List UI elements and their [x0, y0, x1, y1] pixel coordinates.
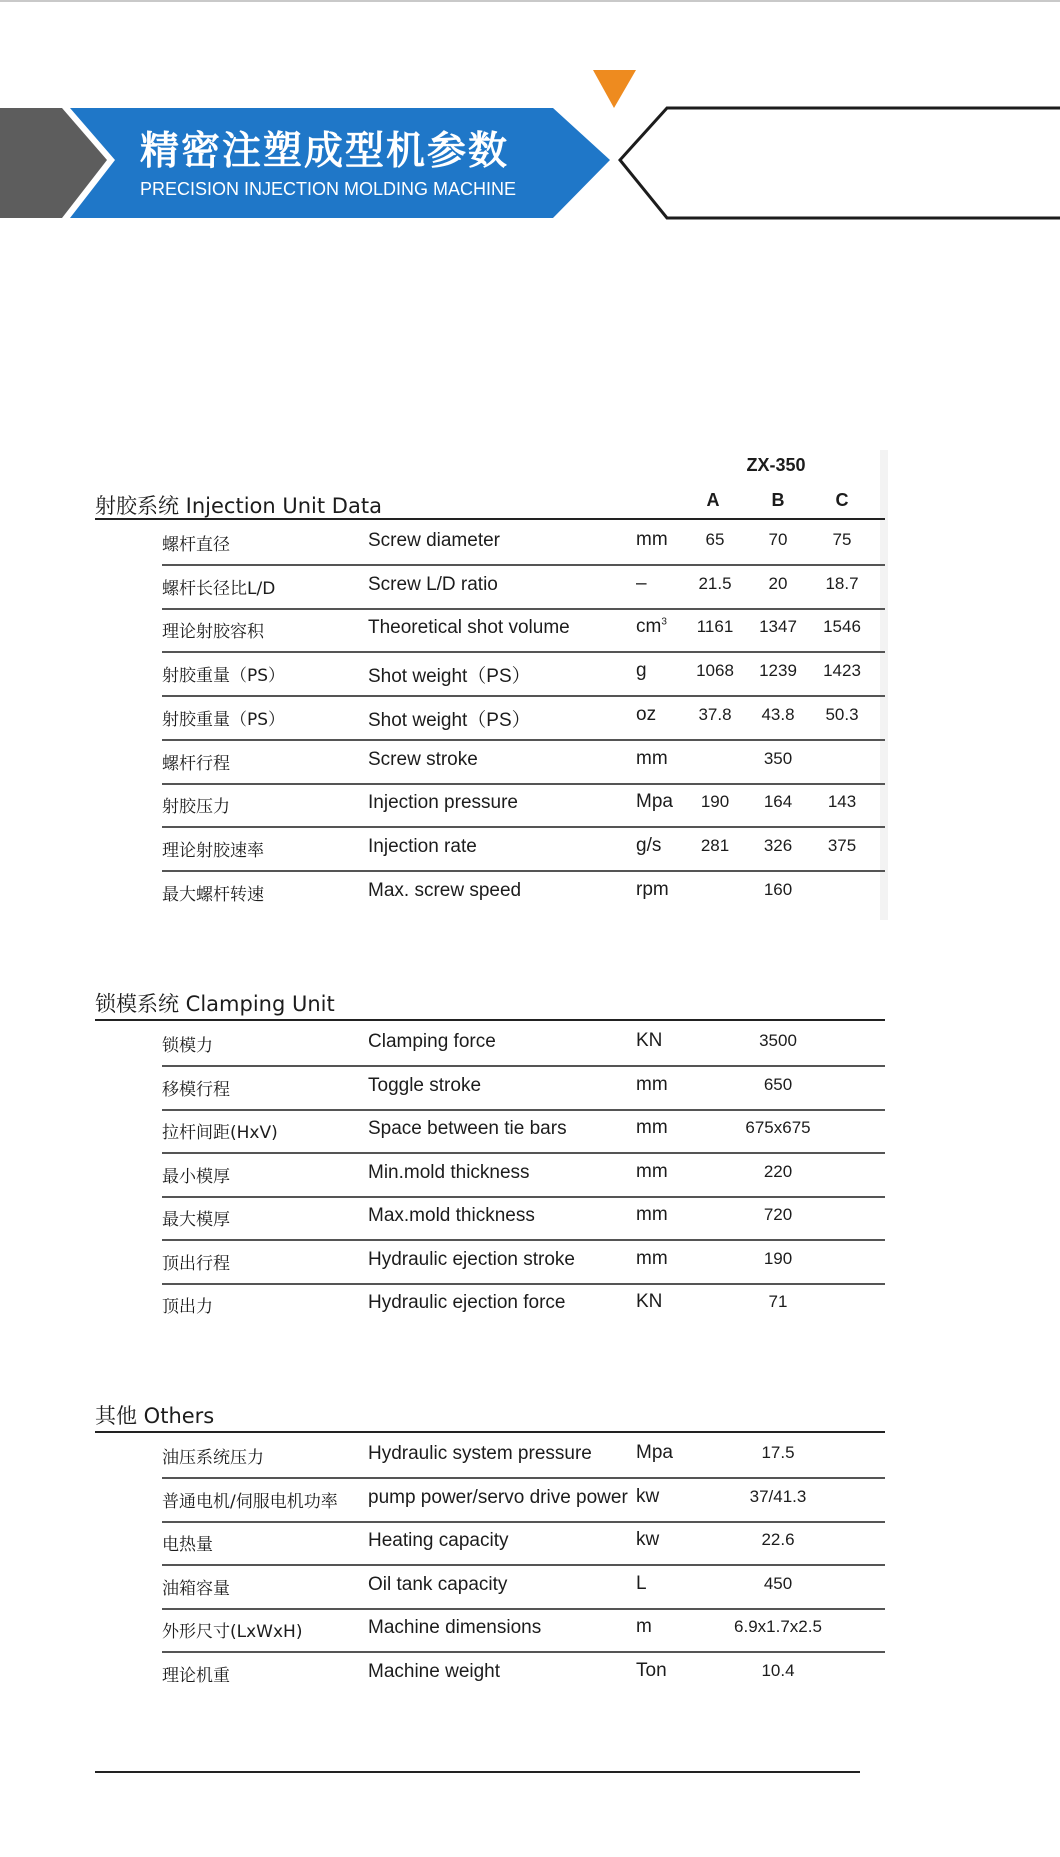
param-unit: – — [636, 572, 647, 594]
value-a: 65 — [705, 530, 725, 549]
table-row — [0, 1479, 1060, 1523]
value-all-models: 190 — [763, 1248, 793, 1268]
table-row — [0, 741, 1060, 785]
param-name-en: Theoretical shot volume — [368, 617, 570, 639]
param-name-zh: 外形尺寸(LxWxH) — [162, 1622, 303, 1642]
table-row — [0, 1653, 1060, 1697]
section-title-others: 其他 Others — [95, 1404, 215, 1428]
param-unit: g — [636, 660, 647, 682]
value-a: 190 — [700, 792, 730, 812]
value-all-models: 17.5 — [761, 1443, 795, 1462]
value-all-models: 3500 — [759, 1031, 797, 1050]
param-name-zh: 顶出行程 — [162, 1253, 230, 1274]
table-row — [0, 1154, 1060, 1198]
param-name-en: Shot weight（PS） — [368, 666, 531, 688]
value-all-models: 650 — [763, 1074, 793, 1094]
value-all-models: 350 — [763, 748, 793, 768]
section-title-clamping: 锁模系统 Clamping Unit — [95, 992, 335, 1016]
param-name-en: Hydraulic ejection stroke — [368, 1248, 575, 1270]
param-name-en: Toggle stroke — [368, 1074, 482, 1096]
table-row — [0, 1609, 1060, 1653]
param-unit: m — [636, 1616, 652, 1637]
column-head-b: B — [771, 490, 785, 510]
table-row — [0, 1435, 1060, 1479]
param-name-en: Hydraulic ejection force — [368, 1292, 566, 1313]
value-all-models: 6.9x1.7x2.5 — [734, 1617, 822, 1636]
param-name-en: Screw diameter — [368, 530, 500, 551]
value-c: 143 — [827, 792, 857, 812]
column-head-a: A — [706, 490, 720, 510]
value-b: 1347 — [759, 617, 797, 637]
table-row — [0, 1023, 1060, 1067]
table-row — [0, 609, 1060, 653]
orange-triangle-marker — [593, 70, 636, 108]
table-row — [0, 1241, 1060, 1285]
param-unit: oz — [636, 703, 657, 725]
section-rule — [95, 518, 885, 520]
param-name-en: Heating capacity — [368, 1530, 509, 1551]
table-row — [0, 566, 1060, 610]
param-unit: mm — [636, 747, 668, 769]
section-rule — [95, 1431, 885, 1433]
param-name-en: Screw stroke — [368, 748, 478, 770]
model-name: ZX-350 — [746, 455, 806, 475]
param-name-en: Machine dimensions — [368, 1617, 542, 1638]
param-name-zh: 螺杆直径 — [162, 535, 230, 555]
table-row — [0, 1067, 1060, 1111]
column-head-c: C — [835, 490, 849, 510]
param-name-zh: 油压系统压力 — [162, 1448, 264, 1468]
table-row — [0, 697, 1060, 741]
param-name-zh: 油箱容量 — [162, 1578, 230, 1599]
param-unit: $cm^3$ — [636, 616, 667, 638]
param-name-en: Screw L/D ratio — [368, 573, 498, 595]
param-name-zh: 螺杆行程 — [162, 753, 230, 774]
value-b: 164 — [763, 792, 793, 812]
param-unit: mm — [636, 1117, 668, 1138]
unit-superscript: 3 — [661, 617, 667, 629]
page-title-zh: 精密注塑成型机参数 — [140, 129, 510, 174]
param-name-zh: 移模行程 — [162, 1079, 230, 1100]
param-name-zh: 射胶压力 — [162, 797, 230, 818]
param-name-en: Shot weight（PS） — [368, 709, 531, 731]
value-all-models: 675x675 — [745, 1118, 811, 1137]
param-unit: kw — [636, 1529, 660, 1550]
value-b: 20 — [768, 573, 788, 593]
param-name-zh: 射胶重量（PS） — [162, 709, 286, 730]
value-all-models: 450 — [763, 1573, 793, 1593]
param-unit: rpm — [636, 878, 669, 900]
param-name-zh: 拉杆间距(HxV) — [162, 1123, 278, 1143]
param-unit: mm — [636, 529, 668, 550]
table-row — [0, 1110, 1060, 1154]
table-row — [0, 1197, 1060, 1241]
param-name-zh: 最大模厚 — [162, 1210, 230, 1230]
param-name-zh: 最大螺杆转速 — [162, 884, 264, 905]
table-row — [0, 872, 1060, 916]
param-name-zh: 电热量 — [162, 1535, 213, 1555]
value-a: 1068 — [696, 661, 734, 681]
param-name-en: Injection pressure — [368, 792, 518, 814]
param-name-zh: 射胶重量（PS） — [162, 666, 286, 687]
param-unit: Mpa — [636, 1442, 673, 1463]
table-row — [0, 653, 1060, 697]
value-c: 375 — [827, 835, 857, 855]
value-c: 75 — [832, 530, 852, 549]
param-name-en: pump power/servo drive power — [368, 1486, 628, 1508]
value-c: 1423 — [823, 661, 861, 681]
section-title-injection: 射胶系统 Injection Unit Data — [95, 494, 382, 518]
param-unit: Mpa — [636, 791, 673, 813]
param-unit: mm — [636, 1073, 668, 1095]
param-name-zh: 普通电机/伺服电机功率 — [162, 1491, 338, 1512]
param-name-en: Machine weight — [368, 1660, 501, 1682]
param-unit: Ton — [636, 1659, 667, 1681]
param-name-en: Max. screw speed — [368, 879, 522, 901]
table-row — [0, 1284, 1060, 1328]
param-unit: mm — [636, 1160, 668, 1182]
value-a: 37.8 — [698, 704, 732, 724]
param-name-zh: 顶出力 — [162, 1297, 213, 1317]
table-row — [0, 522, 1060, 566]
value-all-models: 220 — [763, 1161, 793, 1181]
param-unit: g/s — [636, 834, 662, 856]
value-c: 50.3 — [825, 704, 859, 724]
value-all-models: 720 — [763, 1205, 793, 1224]
table-row — [0, 828, 1060, 872]
param-name-en: Injection rate — [368, 835, 477, 857]
param-unit: mm — [636, 1247, 668, 1269]
value-a: 281 — [700, 835, 730, 855]
value-all-models: 71 — [768, 1292, 788, 1311]
value-c: 18.7 — [825, 573, 859, 593]
param-name-zh: 理论射胶容积 — [162, 622, 264, 643]
param-name-en: Min.mold thickness — [368, 1161, 530, 1183]
param-name-zh: 锁模力 — [162, 1036, 213, 1056]
value-b: 326 — [763, 835, 793, 855]
param-name-en: Hydraulic system pressure — [368, 1443, 592, 1464]
table-row — [0, 784, 1060, 828]
param-name-en: Oil tank capacity — [368, 1573, 508, 1595]
param-name-zh: 螺杆长径比L/D — [162, 578, 276, 599]
value-all-models: 22.6 — [761, 1530, 795, 1549]
param-name-zh: 理论射胶速率 — [162, 840, 264, 861]
param-unit: L — [636, 1572, 647, 1594]
param-name-en: Space between tie bars — [368, 1118, 567, 1139]
value-a: 21.5 — [698, 573, 732, 593]
param-unit: mm — [636, 1204, 668, 1225]
value-b: 1239 — [759, 661, 797, 681]
param-unit: KN — [636, 1030, 663, 1051]
param-name-zh: 理论机重 — [162, 1665, 230, 1686]
param-name-en: Clamping force — [368, 1031, 496, 1052]
param-unit: KN — [636, 1291, 663, 1312]
header-banner — [0, 0, 1060, 230]
param-unit: kw — [636, 1485, 660, 1507]
value-b: 43.8 — [761, 704, 795, 724]
page-title-en: PRECISION INJECTION MOLDING MACHINE — [140, 179, 517, 199]
footer-rule — [95, 1771, 860, 1773]
value-all-models: 10.4 — [761, 1660, 795, 1680]
value-all-models: 37/41.3 — [749, 1486, 807, 1506]
param-name-en: Max.mold thickness — [368, 1205, 535, 1226]
value-a: 1161 — [696, 617, 734, 637]
table-row — [0, 1522, 1060, 1566]
param-name-zh: 最小模厚 — [162, 1166, 230, 1187]
outline-frame-shape — [620, 108, 1060, 218]
value-all-models: 160 — [763, 879, 793, 899]
value-b: 70 — [768, 530, 788, 549]
section-rule — [95, 1019, 885, 1021]
value-c: 1546 — [823, 617, 861, 637]
table-row — [0, 1566, 1060, 1610]
